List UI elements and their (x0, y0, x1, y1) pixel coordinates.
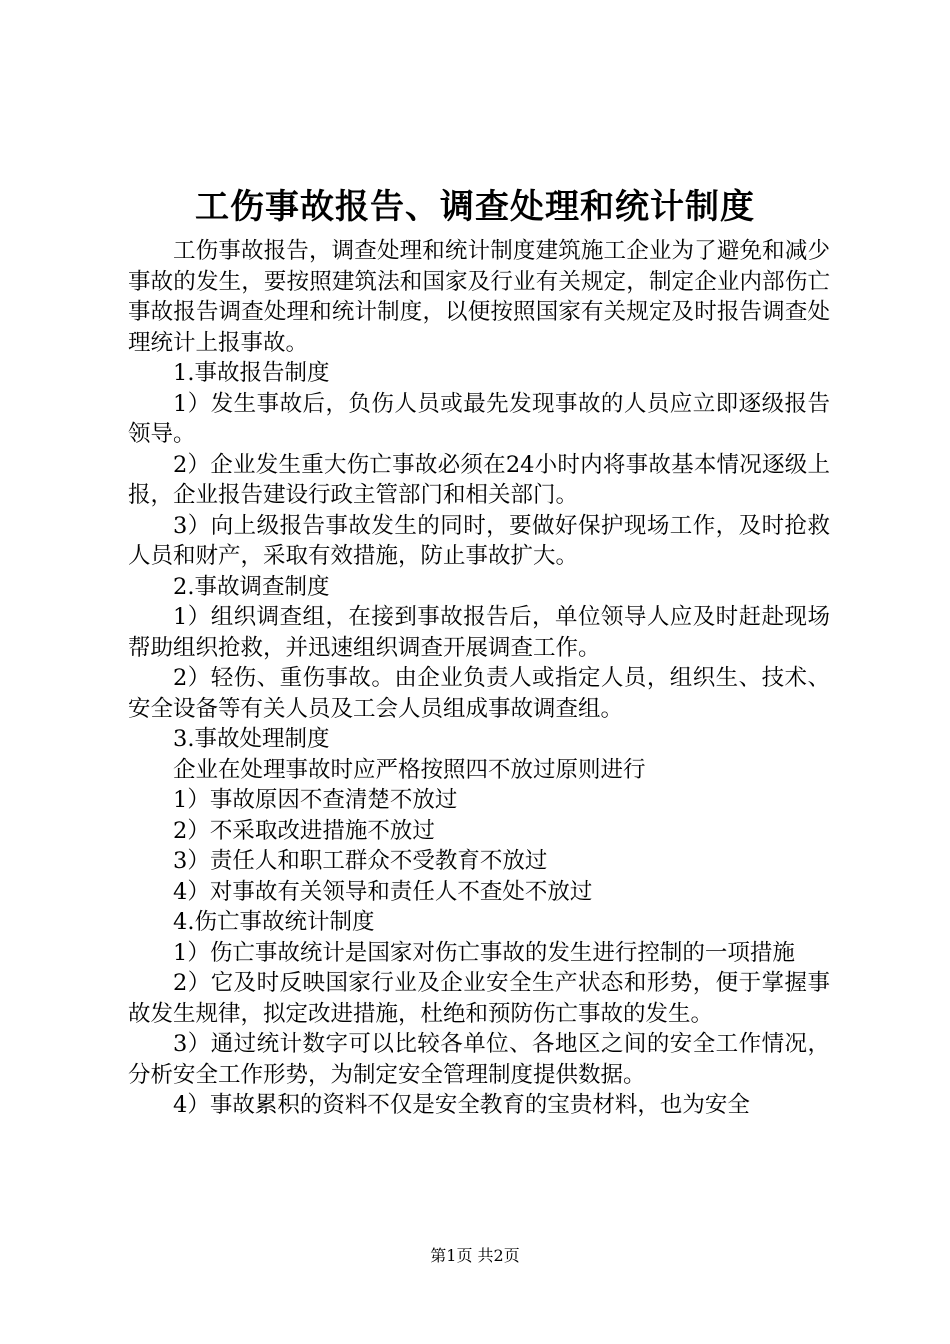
paragraph: 1）伤亡事故统计是国家对伤亡事故的发生进行控制的一项措施 (173, 939, 795, 966)
paragraph: 3）向上级报告事故发生的同时，要做好保护现场工作，及时抢救人员和财产，采取有效措施，防止事故扩大。 (128, 512, 830, 569)
paragraph: 4）对事故有关领导和责任人不查处不放过 (173, 878, 593, 905)
paragraph: 企业在处理事故时应严格按照四不放过原则进行 (173, 756, 646, 783)
paragraph: 3）责任人和职工群众不受教育不放过 (173, 848, 548, 874)
paragraph: 1）事故原因不查清楚不放过 (173, 787, 458, 813)
paragraph: 3）通过统计数字可以比较各单位、各地区之间的安全工作情况，分析安全工作形势，为制定安全管理制度提供数据。 (128, 1031, 830, 1088)
paragraph: 3.事故处理制度 (173, 726, 330, 752)
paragraph: 2）它及时反映国家行业及企业安全生产状态和形势，便于掌握事故发生规律，拟定改进措施，杜绝和预防伤亡事故的发生。 (128, 970, 830, 1027)
paragraph: 4）事故累积的资料不仅是安全教育的宝贵材料，也为安全 (173, 1092, 750, 1118)
paragraph: 2）不采取改进措施不放过 (173, 817, 435, 844)
paragraph: 2）企业发生重大伤亡事故必须在24小时内将事故基本情况逐级上报，企业报告建设行政主管部门和相关部门。 (128, 451, 830, 508)
page-title: 工伤事故报告、调查处理和统计制度 (195, 187, 755, 227)
paragraph: 1）发生事故后，负伤人员或最先发现事故的人员应立即逐级报告领导。 (128, 390, 830, 447)
paragraph: 2）轻伤、重伤事故。由企业负责人或指定人员，组织生、技术、安全设备等有关人员及工会人员组成事故调查组。 (128, 665, 830, 722)
paragraph: 工伤事故报告，调查处理和统计制度建筑施工企业为了避免和减少事故的发生，要按照建筑法和国家及行业有关规定，制定企业内部伤亡事故报告调查处理和统计制度，以便按照国家有关规定及时报告调查处理统计上报事故。 (128, 238, 830, 356)
page-footer: 第1页 共2页 (430, 1246, 520, 1265)
paragraph: 1）组织调查组，在接到事故报告后，单位领导人应及时赶赴现场帮助组织抢救，并迅速组织调查开展调查工作。 (128, 604, 830, 661)
paragraph: 2.事故调查制度 (173, 573, 330, 600)
paragraph: 4.伤亡事故统计制度 (173, 909, 375, 935)
paragraph: 1.事故报告制度 (173, 360, 330, 386)
document-body (128, 236, 830, 1121)
